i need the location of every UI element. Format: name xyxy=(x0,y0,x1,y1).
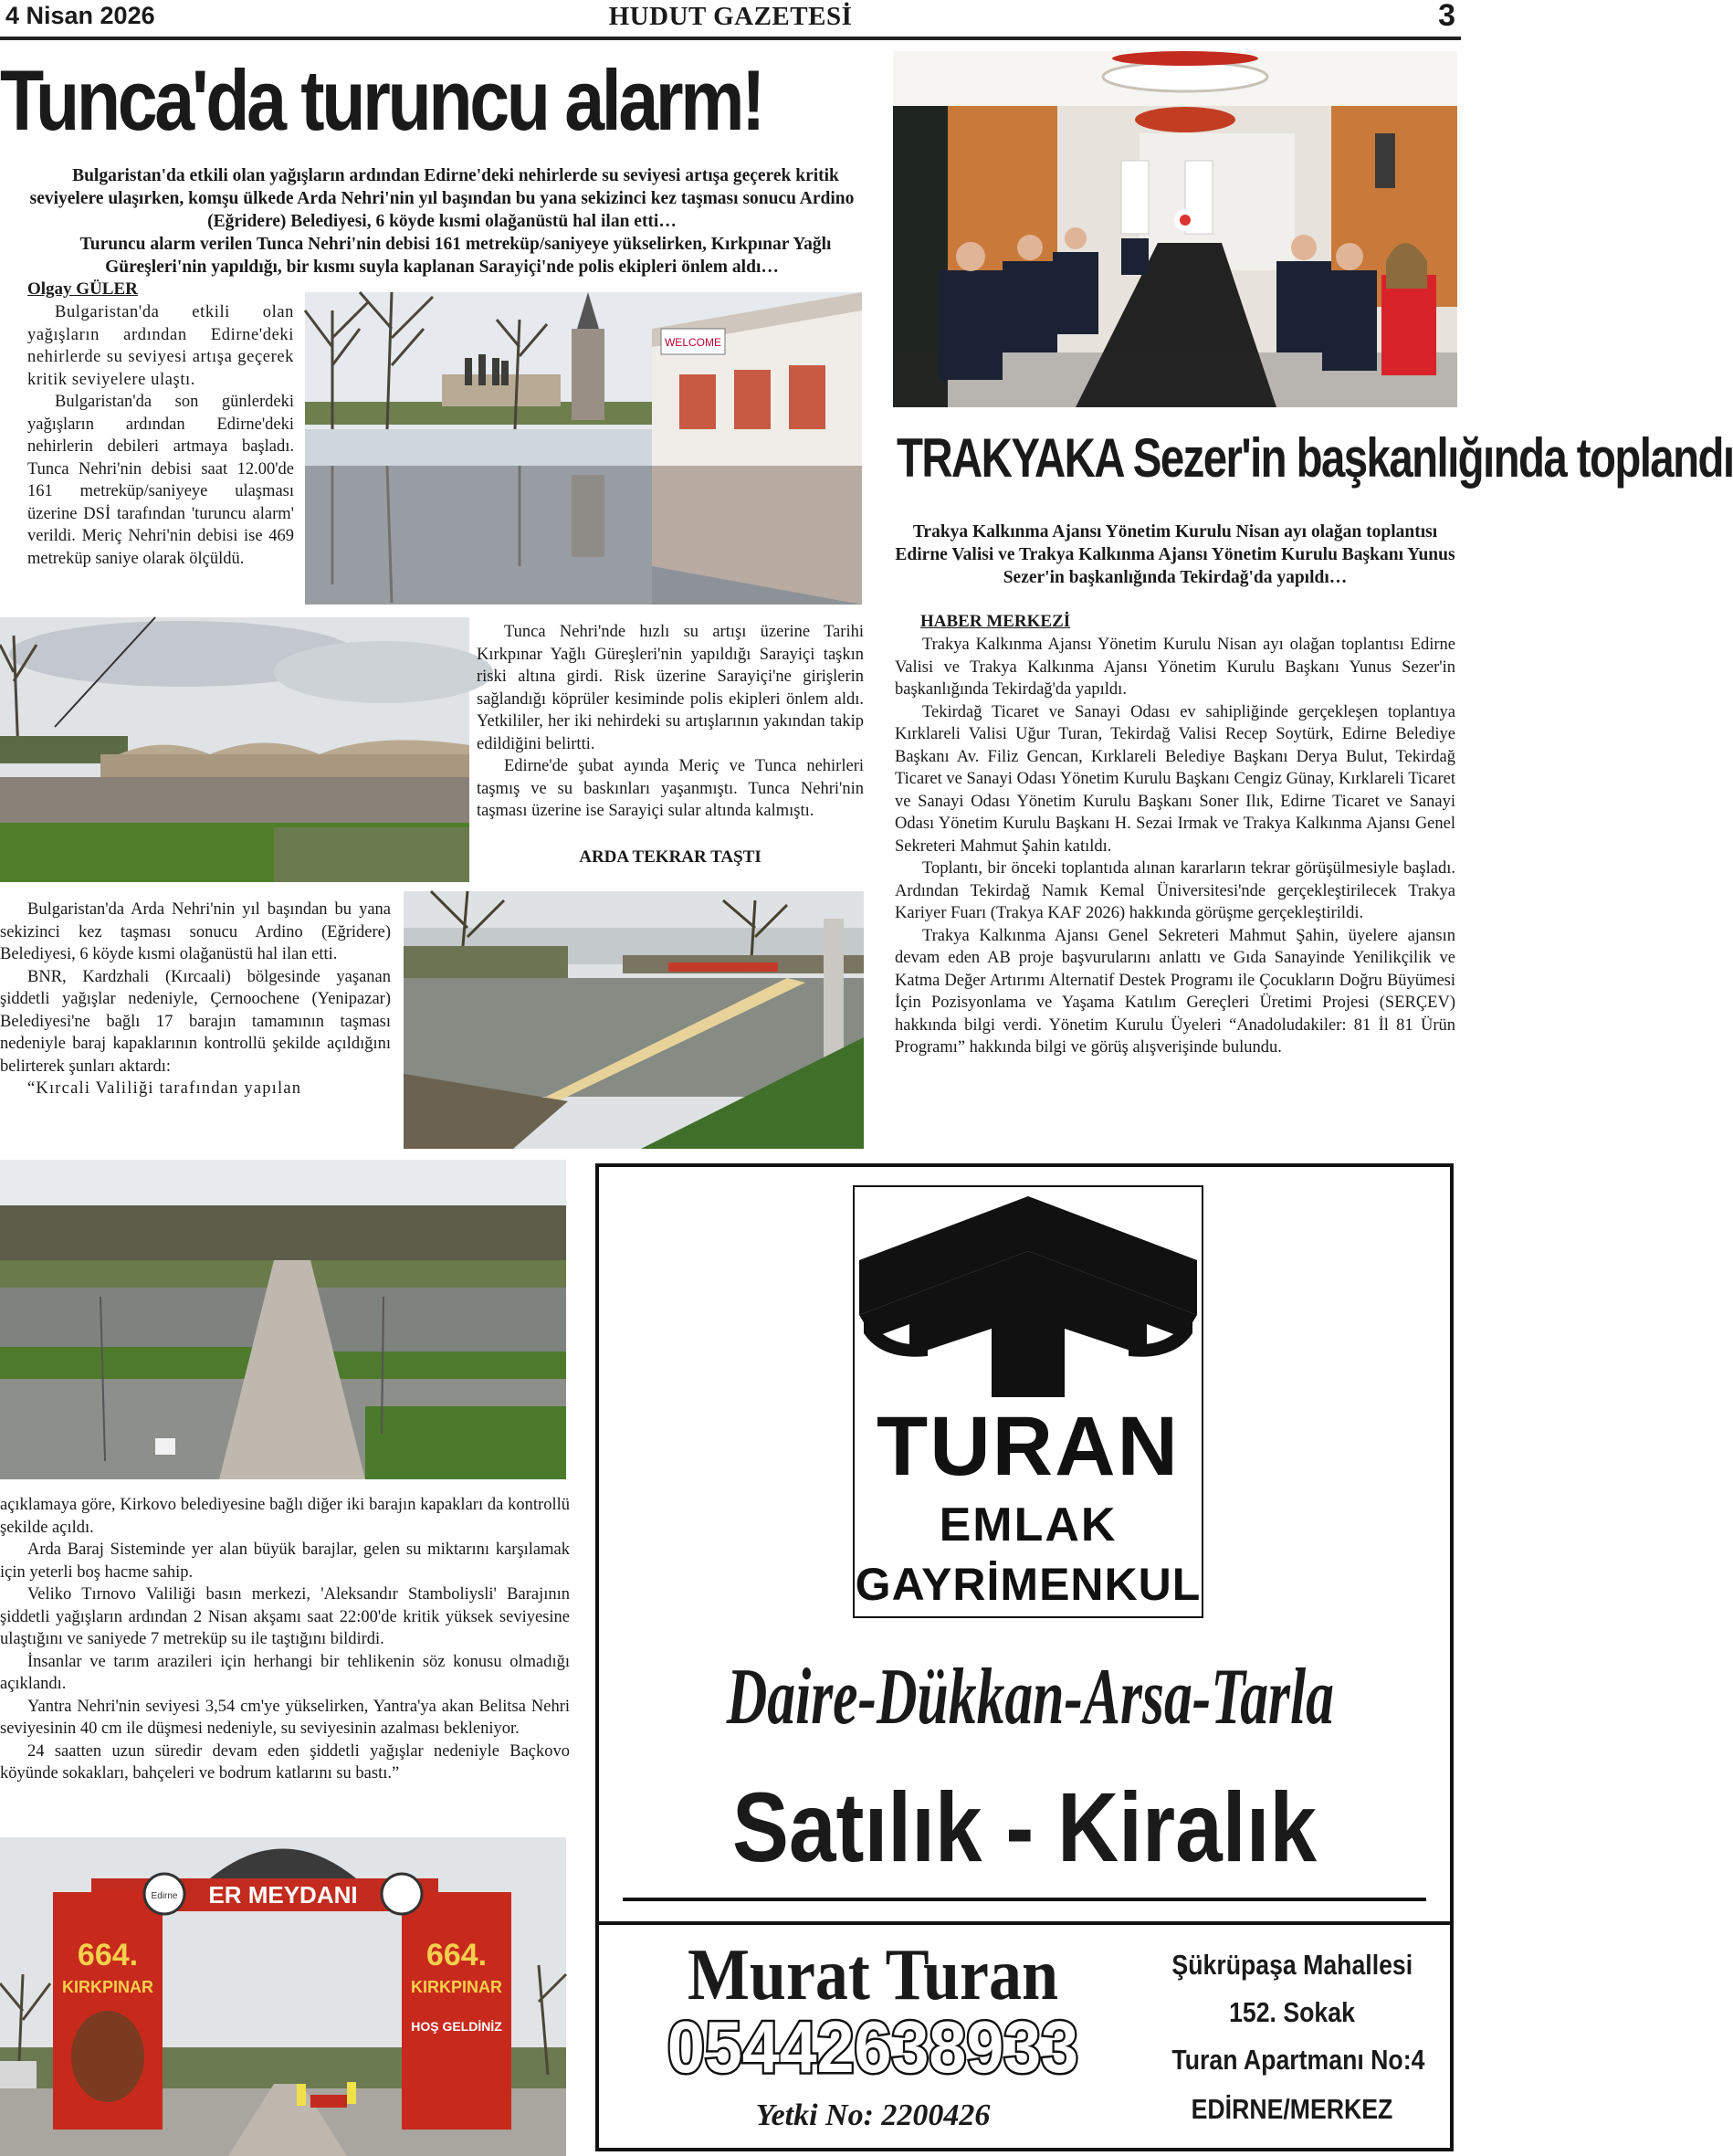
paragraph: Trakya Kalkınma Ajansı Genel Sekreteri Mahmut Şahin, üyelere ajansın devam eden AB proje başvurularını anlattı ve Gıda Sanayinde Yenilikçilik ve Katma Değer Artırımı Alternatif Destek Programı ile Çocukların Doğru Büyümesi İçin Pozisyonlama ve Yaşama Katılım Gereçleri Üretimi Projesi (SERÇEV) hakkında bilgi verdi. Yönetim Kurulu Üyeleri “Anadoludakiler: 81 İl 81 Ürün Programı” hakkında bilgi ve görüş alışverişinde bulundu. xyxy=(895,926,1455,1057)
pillar-kirkpinar-left: KIRKPINAR xyxy=(61,1978,154,1996)
ad-address-line: Turan Apartmanı No:4 xyxy=(1171,2044,1425,2076)
paragraph: açıklamaya göre, Kirkovo belediyesine bağlı diğer iki barajın kapakları da kontrollü şekilde açıldı. xyxy=(0,1496,570,1537)
trakyaka-spot: Trakya Kalkınma Ajansı Yönetim Kurulu Nisan ayı olağan toplantısı Edirne Valisi ve Trakya Kalkınma Ajansı Yönetim Kurulu Başkanı Yunus Sezer'in başkanlığında Tekirdağ'da yapıldı… xyxy=(895,522,1455,587)
header-rule xyxy=(0,37,1461,40)
photo-flooded-bridge xyxy=(0,617,469,882)
paragraph: Toplantı, bir önceki toplantıda alınan kararların tekrar görüşülmesiyle başladı. Ardından Tekirdağ Namık Kemal Üniversitesi'nde gerçekleştirilecek Trakya Kariyer Fuarı (Trakya KAF 2026) hakkında görüşme gerçekleştirildi. xyxy=(895,859,1455,922)
paragraph: Bulgaristan'da etkili olan yağışların ardından Edirne'deki nehirlerde su seviyesi artışa geçerek kritik seviyelere ulaştı. xyxy=(27,303,294,389)
paragraph: Bulgaristan'da son günlerdeki yağışların ardından Edirne'deki nehirlerin debileri artmaya başladı. Tunca Nehri'nin debisi saat 12.00'de 161 metreküp/saniyeye ulaşması üzerine DSİ tarafından 'turuncu alarm' verildi. Meriç Nehri'nin debisi ise 469 metreküp saniye olarak ölçüldü. xyxy=(27,393,294,568)
paragraph: Tunca Nehri'nde hızlı su artışı üzerine Tarihi Kırkpınar Yağlı Güreşleri'nin yapıldığı Sarayiçi taşkın riski altına girdi. Risk üzerine Sarayiçi'ne girişlerin sağlandığı köprüler kesiminde polis ekipleri önlem aldı. Yetkililer, her iki nehirdeki su artışlarının yakından takip edildiğini belirtti. xyxy=(477,623,864,753)
pillar-kirkpinar-right: KIRKPINAR xyxy=(410,1978,503,1996)
lead-spot xyxy=(22,164,862,279)
paragraph: “Kırcali Valiliği tarafından yapılan xyxy=(27,1079,302,1098)
pillar-greeting-text: HOŞ GELDİNİZ xyxy=(411,2019,502,2034)
paragraph: Bulgaristan'da Arda Nehri'nin yıl başından bu yana sekizinci kez taşması sonucu Ardino (Eğridere) Belediyesi, 6 köyde kısmi olağanüstü hal ilan etti. xyxy=(0,900,391,963)
lead-author: Olgay GÜLER xyxy=(27,279,138,299)
ad-brand-name: TURAN xyxy=(877,1400,1180,1493)
paragraph: Yantra Nehri'nin seviyesi 3,54 cm'ye yükselirken, Yantra'ya akan Belitsa Nehri seviyesinin 40 cm ile düşmesi nedeniyle, su seviyesinin azalması bekleniyor. xyxy=(0,1697,570,1738)
trakyaka-author: HABER MERKEZİ xyxy=(920,612,1071,631)
section-subheading: ARDA TEKRAR TAŞTI xyxy=(579,847,761,867)
ad-brand-subtitle-1: EMLAK xyxy=(939,1499,1118,1551)
lead-column-2 xyxy=(477,621,864,823)
paragraph: Veliko Tırnovo Valiliği basın merkezi, 'Aleksandır Stamboliysli' Barajının şiddetli yağışların ardından 2 Nisan akşamı saat 22:00'de kritik yüksek seviyesine ulaştığını ve saniyede 7 metreküp su ile taştığını bildirdi. xyxy=(0,1585,570,1648)
paragraph: BNR, Kardzhali (Kırcaali) bölgesinde yaşanan şiddetli yağışlar nedeniyle, Çernoochene (Yenipazar) Belediyesi'ne bağlı 17 barajın tamamının taşması nedeniyle baraj kapaklarının kontrollü şekilde açıldığını belirterek şunları aktardı: xyxy=(0,967,391,1076)
welcome-sign-text: WELCOME xyxy=(664,336,722,349)
ad-brand-subtitle-2: GAYRİMENKUL xyxy=(855,1559,1202,1610)
photo-aerial-flooded-road xyxy=(0,1160,566,1479)
lead-column-4 xyxy=(0,1494,570,1785)
issue-date: 4 Nisan 2026 xyxy=(5,2,155,29)
lead-headline: Tunca'da turuncu alarm! xyxy=(0,52,763,148)
trakyaka-body xyxy=(895,634,1455,1059)
ad-license-number: Yetki No: 2200426 xyxy=(755,2098,991,2132)
gate-banner-text: ER MEYDANI xyxy=(208,1881,358,1909)
turan-logo xyxy=(853,1185,1203,1618)
ad-contact-panel xyxy=(599,1921,1450,2151)
paragraph: Edirne'de şubat ayında Meriç ve Tunca nehirleri taşmış ve su baskınları yaşanmıştı. Tunca Nehri'nin taşması üzerine ise Sarayiçi sular altında kalmıştı. xyxy=(477,757,864,820)
photo-trakyaka-meeting xyxy=(893,51,1457,407)
page-number: 3 xyxy=(1438,0,1455,33)
paragraph: İnsanlar ve tarım arazileri için herhangi bir tehlikenin söz konusu olmadığı açıklandı. xyxy=(0,1652,570,1693)
lead-column-1 xyxy=(27,301,294,570)
ad-address-line: 152. Sokak xyxy=(1229,1996,1355,2028)
ad-address-line: EDİRNE/MERKEZ xyxy=(1191,2093,1393,2125)
newspaper-name: HUDUT GAZETESİ xyxy=(608,2,853,31)
edirne-logo-text: Edirne xyxy=(151,1891,178,1901)
real-estate-advertisement xyxy=(595,1163,1454,2151)
ad-offer-underline xyxy=(623,1898,1426,1901)
pillar-edition-right: 664. xyxy=(425,1938,488,1972)
ad-offer: Satılık - Kiralık xyxy=(731,1772,1318,1882)
ad-address-line: Şükrüpaşa Mahallesi xyxy=(1171,1949,1413,1981)
paragraph: Arda Baraj Sisteminde yer alan büyük barajlar, gelen su miktarını karşılamak için yeterli boş hacme sahip. xyxy=(0,1541,570,1582)
pillar-edition-left: 664. xyxy=(77,1938,139,1972)
photo-er-meydani-gate xyxy=(0,1837,566,2156)
lead-spot-1: Bulgaristan'da etkili olan yağışların ardından Edirne'deki nehirlerde su seviyesi artışa geçerek kritik seviyelere ulaşırken, komşu ülkede Arda Nehri'nin yıl başından bu yana sekizinci kez taşması sonucu Ardino (Eğridere) Belediyesi, 6 köyde kısmi olağanüstü hal ilan etti… xyxy=(29,166,855,231)
lead-column-3 xyxy=(0,899,391,1100)
trakyaka-headline: TRAKYAKA Sezer'in başkanlığında toplandı xyxy=(897,427,1733,489)
paragraph: Trakya Kalkınma Ajansı Yönetim Kurulu Nisan ayı olağan toplantısı Edirne Valisi ve Trakya Kalkınma Ajansı Yönetim Kurulu Başkanı Yunus Sezer'in başkanlığında Tekirdağ'da yapıldı. xyxy=(895,636,1455,699)
ad-phone-number: 05442638933 xyxy=(667,2006,1079,2088)
paragraph: Tekirdağ Ticaret ve Sanayi Odası ev sahipliğinde gerçekleşen toplantıya Kırklareli Valisi Uğur Turan, Tekirdağ Valisi Recep Soytürk, Edirne Belediye Başkanı Av. Filiz Gencan, Kırklareli Belediye Başkanı Derya Bulut, Tekirdağ Ticaret ve Sanayi Odası Yönetim Kurulu Başkanı Cengiz Günay, Kırklareli Ticaret ve Sanayi Odası Yönetim Kurulu Başkanı Soner Ilık, Edirne Ticaret ve Sanayi Odası Yönetim Kurulu Başkanı H. Sezai Irmak ve Trakya Kalkınma Ajansı Genel Sekreteri Mahmut Şahin katıldı. xyxy=(895,702,1455,856)
ad-categories: Daire-Dükkan-Arsa-Tarla xyxy=(726,1653,1334,1741)
photo-flooded-riverbank xyxy=(404,891,864,1149)
ad-contact-name: Murat Turan xyxy=(687,1935,1059,2015)
lead-spot-2: Turuncu alarm verilen Tunca Nehri'nin debisi 161 metreküp/saniyeye yükselirken, Kırkpınar Yağlı Güreşleri'nin yapıldığı, bir kısmı suyla kaplanan Sarayiçi'nde polis ekipleri önlem aldı… xyxy=(79,235,832,277)
photo-sarayici-reflection xyxy=(305,292,862,605)
paragraph: 24 saatten uzun süredir devam eden şiddetli yağışlar nedeniyle Baçkovo köyünde sokakları, bahçeleri ve bodrum katlarını su bastı.” xyxy=(0,1741,570,1783)
